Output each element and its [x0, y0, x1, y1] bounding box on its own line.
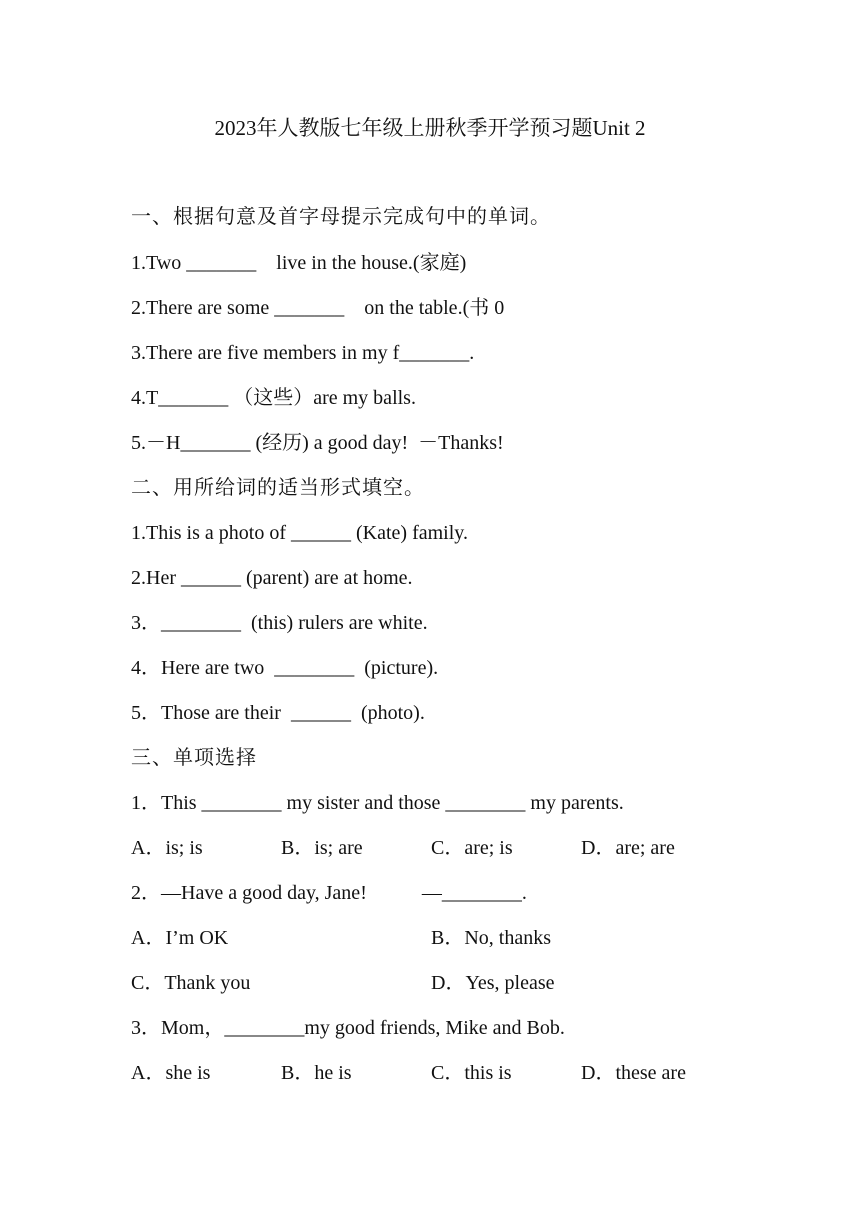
question-1-stem: 1．This ________ my sister and those ________ my parents. — [131, 792, 624, 814]
section-1-item-1: 1.Two _______ live in the house.(家庭) — [131, 252, 467, 274]
section-2-item-3: 3．________ (this) rulers are white. — [131, 612, 428, 634]
question-3-option-b: B．he is — [281, 1062, 352, 1084]
question-2-option-b: B．No, thanks — [431, 927, 551, 949]
question-1-option-d: D．are; are — [581, 837, 675, 859]
question-3-option-c: C．this is — [431, 1062, 512, 1084]
question-3-stem: 3．Mom，________my good friends, Mike and Bob. — [131, 1017, 565, 1039]
section-2-heading: 二、用所给词的适当形式填空。 — [131, 477, 425, 499]
section-2-item-2: 2.Her ______ (parent) are at home. — [131, 567, 413, 589]
section-3-heading: 三、单项选择 — [131, 747, 257, 769]
section-1-item-5: 5.－H_______ (经历) a good day! －Thanks! — [131, 432, 504, 454]
section-2-item-1: 1.This is a photo of ______ (Kate) family. — [131, 522, 468, 544]
question-3-option-a: A．she is — [131, 1062, 211, 1084]
question-2-option-c: C．Thank you — [131, 972, 251, 994]
question-1-option-a: A．is; is — [131, 837, 203, 859]
question-1-option-b: B．is; are — [281, 837, 363, 859]
section-2-item-5: 5．Those are their ______ (photo). — [131, 702, 425, 724]
section-2-item-4: 4．Here are two ________ (picture). — [131, 657, 439, 679]
section-1-item-4: 4.T_______ （这些）are my balls. — [131, 387, 416, 409]
question-1-option-c: C．are; is — [431, 837, 513, 859]
question-3-option-d: D．these are — [581, 1062, 686, 1084]
question-2-option-a: A．I’m OK — [131, 927, 229, 949]
section-1-heading: 一、根据句意及首字母提示完成句中的单词。 — [131, 206, 551, 228]
question-2-stem: 2．—Have a good day, Jane! —________. — [131, 882, 527, 904]
question-2-option-d: D．Yes, please — [431, 972, 555, 994]
page-title: 2023年人教版七年级上册秋季开学预习题Unit 2 — [214, 116, 646, 140]
section-1-item-3: 3.There are five members in my f_______. — [131, 342, 475, 364]
section-1-item-2: 2.There are some _______ on the table.(书 0 — [131, 297, 505, 319]
